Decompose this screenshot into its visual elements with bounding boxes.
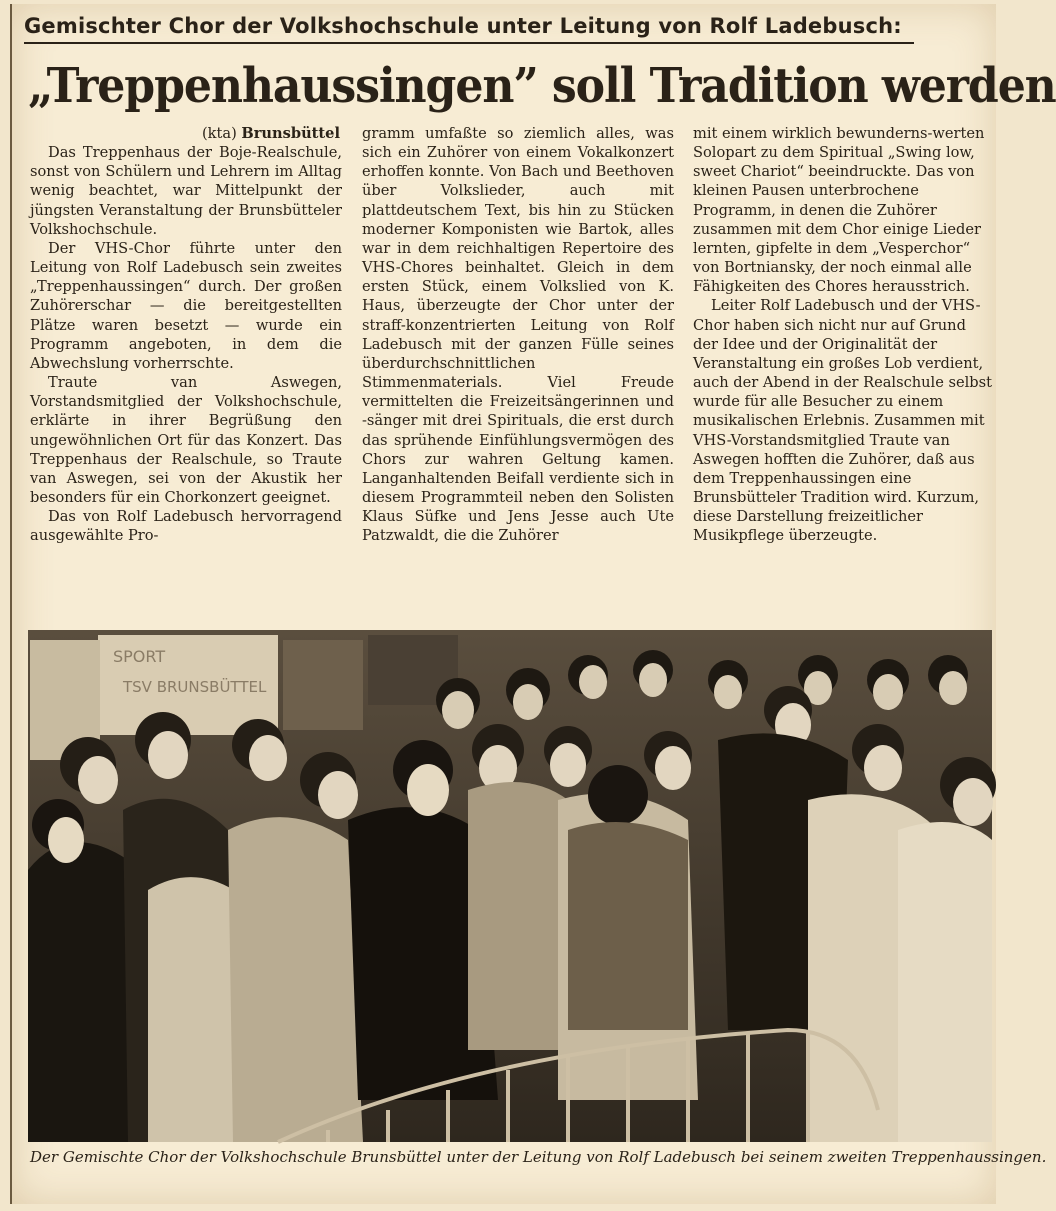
paragraph: Leiter Rolf Ladebusch und der VHS-Chor haben sich nicht nur auf Grund der Idee und der Originalität der Veranstaltung ein großes Lob verdient, auch der Abend in der Realschule selbst wurde für alle Besucher zu einem musikalischen Erlebnis. Zusammen mit VHS-Vorstandsmitglied Traute van Aswegen hofften die Zuhörer, daß aus dem Treppenhaussingen eine Brunsbütteler Tradition wird. Kurzum, diese Darstellung freizeitlicher Musikpflege überzeugte. [693,297,992,545]
article-column-3 [693,124,993,624]
paragraph: Das Treppenhaus der Boje-Realschule, sonst von Schülern und Lehrern im Alltag wenig beachtet, war Mittelpunkt der jüngsten Veranstaltung der Brunsbütteler Volkshochschule. [30,144,342,238]
sign-text-sport: SPORT [113,647,166,666]
article-column-1 [30,124,342,624]
photo-caption: Der Gemischte Chor der Volkshochschule Brunsbüttel unter der Leitung von Rolf Ladebusch bei seinem zweiten Treppenhaussingen. [30,1148,1047,1166]
paragraph: Traute van Aswegen, Vorstandsmitglied der Volkshochschule, erklärte in ihrer Begrüßung den ungewöhnlichen Ort für das Konzert. Das Treppenhaus der Realschule, so Traute van Aswegen, sei von der Akustik her besonders für ein Chorkonzert geeignet. [30,374,342,506]
paragraph: Das von Rolf Ladebusch hervorragend ausgewählte Pro- [30,508,342,545]
choir-photo-illustration [28,630,992,1142]
paragraph: Der VHS-Chor führte unter den Leitung von Rolf Ladebusch sein zweites „Treppenhaussingen“ durch. Der großen Zuhörerschar — die bereitgestellten Plätze waren besetzt — wurde ein Programm angeboten, in dem die Abwechslung vorherrschte. [30,239,342,372]
dateline-place: Brunsbüttel [241,125,340,142]
article-headline: „Treppenhaussingen” soll Tradition werden [28,58,1056,114]
sign-text-club: TSV BRUNSBÜTTEL [123,678,267,696]
conductor [568,822,688,1030]
article-column-2 [362,124,674,624]
paragraph: gramm umfaßte so ziemlich alles, was sich ein Zuhörer von einem Vokalkonzert erhoffen konnte. Von Bach und Beethoven über Volkslieder, auch mit plattdeutschem Text, bis hin zu Stücken moderner Komponisten wie Bartok, alles war in dem reichhaltigen Repertoire des VHS-Chores beinhaltet. Gleich in dem ersten Stück, einem Volkslied von K. Haus, überzeugte der Chor unter der straff-konzentrierten Leitung von Rolf Ladebusch mit der ganzen Fülle seines überdurchschnittlichen Stimmenmaterials. Viel Freude vermittelten die Freizeitsängerinnen und -sänger mit drei Spirituals, die erst durch das sprühende Einfühlungsvermögen des Chors zur wahren Geltung kamen. Langanhaltenden Beifall verdiente sich in diesem Programmteil neben den Solisten Klaus Süfke und Jens Jesse auch Ute Patzwaldt, die die Zuhörer [362,125,674,545]
paragraph: mit einem wirklich bewunderns-werten Solopart zu dem Spiritual „Swing low, sweet Chariot“ beeindruckte. Das von kleinen Pausen unterbrochene Programm, in denen die Zuhörer zusammen mit dem Chor einige Lieder lernten, gipfelte in dem „Vesperchor“ von Bortniansky, der noch einmal alle Fähigkeiten des Chores herausstrich. [693,125,985,296]
dateline-agency: (kta) [201,125,237,142]
article-kicker: Gemischter Chor der Volkshochschule unter Leitung von Rolf Ladebusch: [24,14,914,44]
choir-photo [28,630,992,1142]
dateline [30,124,342,143]
